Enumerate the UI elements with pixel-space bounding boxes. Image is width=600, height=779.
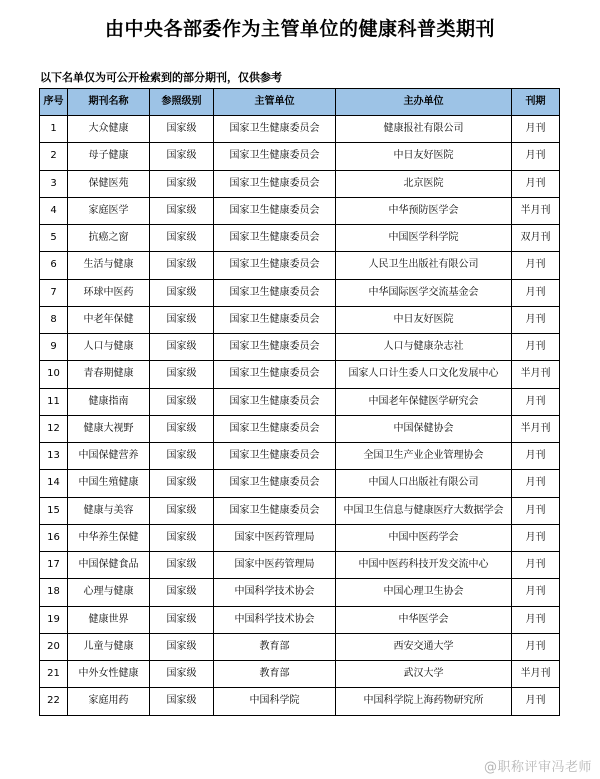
header-sponsor: 主办单位 xyxy=(336,89,512,116)
cell-no: 22 xyxy=(40,688,68,715)
cell-frequency: 月刊 xyxy=(512,579,560,606)
cell-level: 国家级 xyxy=(150,688,214,715)
cell-supervisor: 国家卫生健康委员会 xyxy=(214,116,336,143)
cell-journal-name: 中华养生保健 xyxy=(68,524,150,551)
cell-journal-name: 环球中医药 xyxy=(68,279,150,306)
table-row xyxy=(40,334,560,361)
cell-frequency: 月刊 xyxy=(512,116,560,143)
cell-no: 2 xyxy=(40,143,68,170)
cell-level: 国家级 xyxy=(150,524,214,551)
cell-no: 3 xyxy=(40,170,68,197)
cell-frequency: 月刊 xyxy=(512,443,560,470)
cell-no: 20 xyxy=(40,633,68,660)
cell-level: 国家级 xyxy=(150,497,214,524)
cell-journal-name: 抗癌之窗 xyxy=(68,225,150,252)
cell-no: 17 xyxy=(40,552,68,579)
cell-level: 国家级 xyxy=(150,334,214,361)
cell-level: 国家级 xyxy=(150,279,214,306)
cell-sponsor: 人口与健康杂志社 xyxy=(336,334,512,361)
cell-supervisor: 国家中医药管理局 xyxy=(214,524,336,551)
cell-journal-name: 中国保健食品 xyxy=(68,552,150,579)
cell-frequency: 月刊 xyxy=(512,306,560,333)
table-row xyxy=(40,552,560,579)
cell-sponsor: 国家人口计生委人口文化发展中心 xyxy=(336,361,512,388)
cell-journal-name: 人口与健康 xyxy=(68,334,150,361)
cell-journal-name: 中国保健营养 xyxy=(68,443,150,470)
cell-no: 6 xyxy=(40,252,68,279)
cell-no: 11 xyxy=(40,388,68,415)
table-row xyxy=(40,633,560,660)
cell-supervisor: 国家卫生健康委员会 xyxy=(214,497,336,524)
cell-frequency: 月刊 xyxy=(512,279,560,306)
table-row xyxy=(40,143,560,170)
cell-level: 国家级 xyxy=(150,606,214,633)
table-row xyxy=(40,116,560,143)
header-journal-name: 期刊名称 xyxy=(68,89,150,116)
cell-supervisor: 国家卫生健康委员会 xyxy=(214,279,336,306)
cell-frequency: 月刊 xyxy=(512,252,560,279)
cell-sponsor: 全国卫生产业企业管理协会 xyxy=(336,443,512,470)
cell-level: 国家级 xyxy=(150,443,214,470)
cell-journal-name: 家庭医学 xyxy=(68,197,150,224)
cell-supervisor: 国家卫生健康委员会 xyxy=(214,470,336,497)
header-frequency: 刊期 xyxy=(512,89,560,116)
cell-frequency: 半月刊 xyxy=(512,661,560,688)
cell-supervisor: 中国科学技术协会 xyxy=(214,606,336,633)
cell-supervisor: 国家卫生健康委员会 xyxy=(214,170,336,197)
cell-frequency: 月刊 xyxy=(512,524,560,551)
cell-supervisor: 国家卫生健康委员会 xyxy=(214,415,336,442)
cell-sponsor: 中国人口出版社有限公司 xyxy=(336,470,512,497)
cell-frequency: 月刊 xyxy=(512,470,560,497)
table-row xyxy=(40,688,560,715)
cell-sponsor: 中国心理卫生协会 xyxy=(336,579,512,606)
cell-no: 13 xyxy=(40,443,68,470)
cell-level: 国家级 xyxy=(150,361,214,388)
header-supervisor: 主管单位 xyxy=(214,89,336,116)
table-row xyxy=(40,388,560,415)
cell-frequency: 半月刊 xyxy=(512,361,560,388)
cell-level: 国家级 xyxy=(150,388,214,415)
cell-journal-name: 中外女性健康 xyxy=(68,661,150,688)
table-row xyxy=(40,225,560,252)
cell-no: 8 xyxy=(40,306,68,333)
cell-sponsor: 中华预防医学会 xyxy=(336,197,512,224)
table-row xyxy=(40,524,560,551)
cell-journal-name: 中国生殖健康 xyxy=(68,470,150,497)
header-level: 参照级别 xyxy=(150,89,214,116)
cell-journal-name: 保健医苑 xyxy=(68,170,150,197)
cell-sponsor: 中国老年保健医学研究会 xyxy=(336,388,512,415)
cell-level: 国家级 xyxy=(150,197,214,224)
cell-journal-name: 心理与健康 xyxy=(68,579,150,606)
cell-supervisor: 国家卫生健康委员会 xyxy=(214,306,336,333)
cell-level: 国家级 xyxy=(150,552,214,579)
cell-journal-name: 健康指南 xyxy=(68,388,150,415)
cell-no: 7 xyxy=(40,279,68,306)
journal-table xyxy=(39,88,560,716)
cell-sponsor: 中国卫生信息与健康医疗大数据学会 xyxy=(336,497,512,524)
cell-journal-name: 健康世界 xyxy=(68,606,150,633)
cell-sponsor: 武汉大学 xyxy=(336,661,512,688)
cell-journal-name: 大众健康 xyxy=(68,116,150,143)
table-body xyxy=(40,116,560,716)
cell-frequency: 月刊 xyxy=(512,606,560,633)
cell-supervisor: 国家卫生健康委员会 xyxy=(214,252,336,279)
cell-supervisor: 国家卫生健康委员会 xyxy=(214,225,336,252)
cell-no: 15 xyxy=(40,497,68,524)
cell-sponsor: 北京医院 xyxy=(336,170,512,197)
cell-sponsor: 中华医学会 xyxy=(336,606,512,633)
table-row xyxy=(40,415,560,442)
cell-no: 16 xyxy=(40,524,68,551)
cell-frequency: 双月刊 xyxy=(512,225,560,252)
table-row xyxy=(40,470,560,497)
cell-sponsor: 中日友好医院 xyxy=(336,143,512,170)
cell-frequency: 月刊 xyxy=(512,633,560,660)
cell-frequency: 月刊 xyxy=(512,552,560,579)
cell-level: 国家级 xyxy=(150,661,214,688)
cell-no: 18 xyxy=(40,579,68,606)
table-row xyxy=(40,606,560,633)
cell-journal-name: 生活与健康 xyxy=(68,252,150,279)
cell-frequency: 月刊 xyxy=(512,170,560,197)
cell-supervisor: 国家卫生健康委员会 xyxy=(214,361,336,388)
cell-level: 国家级 xyxy=(150,225,214,252)
cell-sponsor: 中国科学院上海药物研究所 xyxy=(336,688,512,715)
cell-no: 5 xyxy=(40,225,68,252)
cell-frequency: 半月刊 xyxy=(512,197,560,224)
cell-level: 国家级 xyxy=(150,116,214,143)
cell-level: 国家级 xyxy=(150,170,214,197)
cell-frequency: 月刊 xyxy=(512,334,560,361)
cell-supervisor: 中国科学技术协会 xyxy=(214,579,336,606)
cell-sponsor: 中国保健协会 xyxy=(336,415,512,442)
cell-supervisor: 国家卫生健康委员会 xyxy=(214,143,336,170)
cell-no: 12 xyxy=(40,415,68,442)
table-row xyxy=(40,361,560,388)
page-title: 由中央各部委作为主管单位的健康科普类期刊 xyxy=(104,18,495,40)
cell-sponsor: 西安交通大学 xyxy=(336,633,512,660)
cell-sponsor: 人民卫生出版社有限公司 xyxy=(336,252,512,279)
cell-journal-name: 儿童与健康 xyxy=(68,633,150,660)
cell-supervisor: 中国科学院 xyxy=(214,688,336,715)
cell-supervisor: 国家卫生健康委员会 xyxy=(214,388,336,415)
cell-sponsor: 中国中医药科技开发交流中心 xyxy=(336,552,512,579)
cell-journal-name: 健康与美容 xyxy=(68,497,150,524)
cell-level: 国家级 xyxy=(150,252,214,279)
cell-no: 9 xyxy=(40,334,68,361)
cell-sponsor: 健康报社有限公司 xyxy=(336,116,512,143)
table-row xyxy=(40,306,560,333)
table-row xyxy=(40,497,560,524)
cell-level: 国家级 xyxy=(150,470,214,497)
cell-sponsor: 中日友好医院 xyxy=(336,306,512,333)
cell-journal-name: 母子健康 xyxy=(68,143,150,170)
cell-journal-name: 中老年保健 xyxy=(68,306,150,333)
table-row xyxy=(40,197,560,224)
cell-sponsor: 中国医学科学院 xyxy=(336,225,512,252)
cell-level: 国家级 xyxy=(150,579,214,606)
cell-no: 1 xyxy=(40,116,68,143)
cell-no: 10 xyxy=(40,361,68,388)
cell-no: 21 xyxy=(40,661,68,688)
header-no: 序号 xyxy=(40,89,68,116)
cell-supervisor: 国家卫生健康委员会 xyxy=(214,197,336,224)
cell-journal-name: 健康大视野 xyxy=(68,415,150,442)
cell-sponsor: 中国中医药学会 xyxy=(336,524,512,551)
page-subtitle: 以下名单仅为可公开检索到的部分期刊，仅供参考 xyxy=(40,71,282,84)
cell-level: 国家级 xyxy=(150,143,214,170)
cell-level: 国家级 xyxy=(150,633,214,660)
cell-supervisor: 国家卫生健康委员会 xyxy=(214,334,336,361)
table-row xyxy=(40,661,560,688)
cell-journal-name: 青春期健康 xyxy=(68,361,150,388)
cell-journal-name: 家庭用药 xyxy=(68,688,150,715)
table-row xyxy=(40,252,560,279)
cell-no: 19 xyxy=(40,606,68,633)
cell-level: 国家级 xyxy=(150,415,214,442)
cell-frequency: 月刊 xyxy=(512,497,560,524)
cell-sponsor: 中华国际医学交流基金会 xyxy=(336,279,512,306)
cell-supervisor: 教育部 xyxy=(214,633,336,660)
cell-supervisor: 国家卫生健康委员会 xyxy=(214,443,336,470)
table-row xyxy=(40,579,560,606)
cell-frequency: 月刊 xyxy=(512,388,560,415)
cell-supervisor: 国家中医药管理局 xyxy=(214,552,336,579)
cell-no: 4 xyxy=(40,197,68,224)
cell-frequency: 月刊 xyxy=(512,143,560,170)
table-row xyxy=(40,443,560,470)
cell-frequency: 半月刊 xyxy=(512,415,560,442)
watermark: @职称评审冯老师 xyxy=(483,760,592,775)
cell-supervisor: 教育部 xyxy=(214,661,336,688)
cell-frequency: 月刊 xyxy=(512,688,560,715)
cell-level: 国家级 xyxy=(150,306,214,333)
table-row xyxy=(40,170,560,197)
table-header-row xyxy=(40,89,560,116)
table-row xyxy=(40,279,560,306)
cell-no: 14 xyxy=(40,470,68,497)
